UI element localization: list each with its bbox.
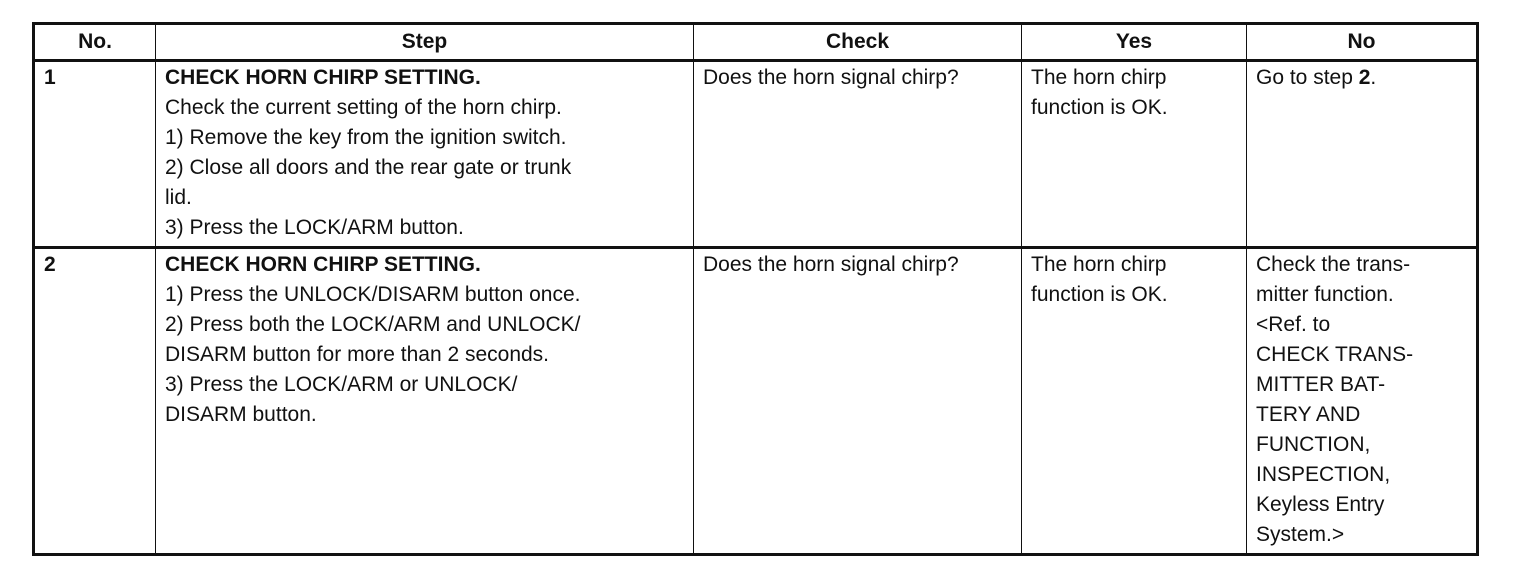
- step-line: Check the current setting of the horn chirp.: [165, 96, 562, 119]
- step-line: 1) Press the UNLOCK/DISARM button once.: [165, 283, 581, 306]
- no-action-line: mitter function.: [1256, 283, 1394, 306]
- no-action-line: System.>: [1256, 523, 1345, 546]
- header-no: No.: [34, 24, 156, 61]
- header-step: Step: [156, 24, 694, 61]
- step-line: lid.: [165, 186, 192, 209]
- table-row: [34, 248, 1478, 555]
- no-action-line: FUNCTION,: [1256, 433, 1371, 456]
- yes-cell: [1022, 248, 1247, 555]
- row-number: 1: [34, 61, 156, 248]
- check-cell: Does the horn signal chirp?: [694, 61, 1022, 248]
- header-check: Check: [694, 24, 1022, 61]
- no-action-line: <Ref. to: [1256, 313, 1331, 336]
- step-title: CHECK HORN CHIRP SETTING.: [165, 253, 481, 276]
- no-action-cell: [1247, 248, 1478, 555]
- no-action-line: Keyless Entry: [1256, 493, 1385, 516]
- no-action-line: MITTER BAT-: [1256, 373, 1386, 396]
- no-action-line: Check the trans-: [1256, 253, 1411, 276]
- no-action-line: TERY AND: [1256, 403, 1361, 426]
- step-cell: [156, 61, 694, 248]
- diagnostic-table: [32, 22, 1479, 556]
- no-action-cell: [1247, 61, 1478, 248]
- table-row: [34, 61, 1478, 248]
- no-action-line: CHECK TRANS-: [1256, 343, 1414, 366]
- header-no-action: No: [1247, 24, 1478, 61]
- yes-line: The horn chirp: [1031, 66, 1167, 89]
- step-line: 2) Press both the LOCK/ARM and UNLOCK/: [165, 313, 581, 336]
- header-yes: Yes: [1022, 24, 1247, 61]
- step-cell: [156, 248, 694, 555]
- check-cell: Does the horn signal chirp?: [694, 248, 1022, 555]
- header-row: [34, 24, 1478, 61]
- step-line: DISARM button.: [165, 403, 317, 426]
- yes-line: function is OK.: [1031, 96, 1168, 119]
- yes-cell: [1022, 61, 1247, 248]
- step-line: 2) Close all doors and the rear gate or trunk: [165, 156, 572, 179]
- step-line: 3) Press the LOCK/ARM or UNLOCK/: [165, 373, 518, 396]
- step-title: CHECK HORN CHIRP SETTING.: [165, 66, 481, 89]
- yes-line: function is OK.: [1031, 283, 1168, 306]
- step-reference: 2: [1358, 66, 1371, 89]
- no-action-prefix: Go to step: [1256, 66, 1359, 89]
- yes-line: The horn chirp: [1031, 253, 1167, 276]
- step-line: 1) Remove the key from the ignition switch.: [165, 126, 567, 149]
- step-line: DISARM button for more than 2 seconds.: [165, 343, 550, 366]
- step-line: 3) Press the LOCK/ARM button.: [165, 216, 464, 239]
- row-number: 2: [34, 248, 156, 555]
- no-action-line: INSPECTION,: [1256, 463, 1391, 486]
- no-action-suffix: .: [1370, 66, 1377, 89]
